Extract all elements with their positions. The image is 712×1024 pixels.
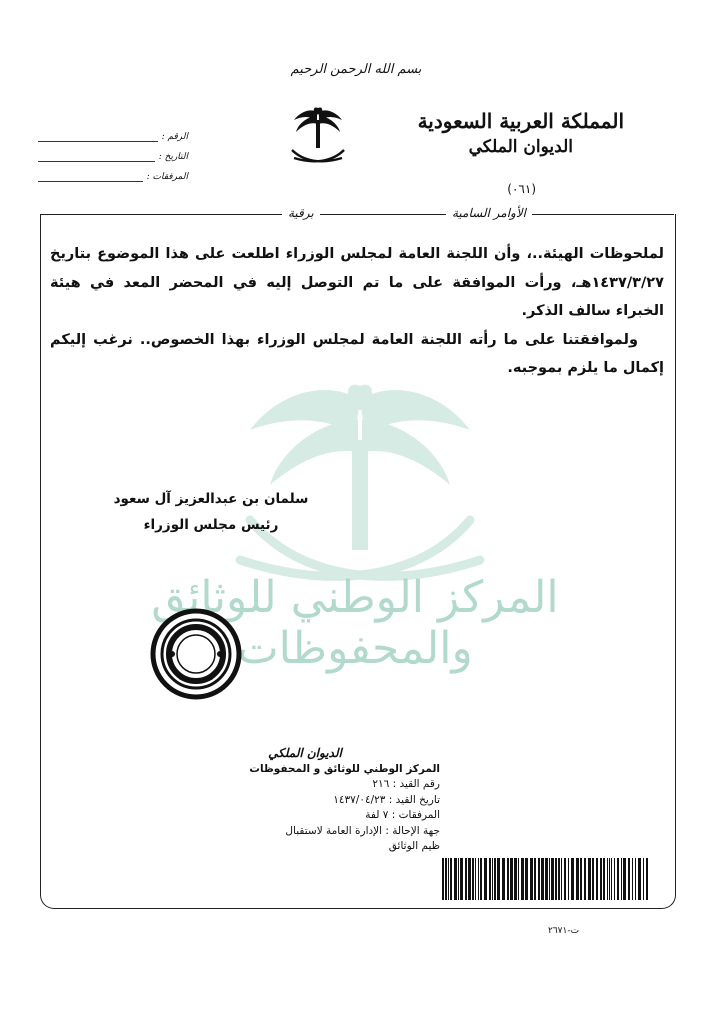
signatory-title: رئيس مجلس الوزراء <box>143 517 279 533</box>
body-paragraph-2: ولموافقتنا على ما رأته اللجنة العامة لمجلس الوزراء بهذا الخصوص.. نرغب إليكم إكمال ما يلزم بموجبه. <box>50 331 664 376</box>
signature-block <box>96 486 326 538</box>
number-line <box>38 131 158 142</box>
letter-meta-block <box>38 122 188 182</box>
attachments-line <box>38 171 143 182</box>
barcode <box>440 856 652 902</box>
kingdom-name: المملكة العربية السعودية <box>417 109 624 133</box>
registration-center: المركز الوطني للوثائق و المحفوظات <box>249 762 440 775</box>
footer-code: ت-٢٦٧١ <box>548 926 580 936</box>
letterhead-issuer <box>418 108 624 160</box>
watermark-text: المركز الوطني للوثائق والمحفوظات <box>151 572 559 674</box>
attachments-label: المرفقات : <box>146 172 188 182</box>
number-label: الرقم : <box>161 132 188 142</box>
official-seal-icon <box>150 608 242 700</box>
royal-court-name: الديوان الملكي <box>468 137 573 157</box>
record-date: تاريخ القيد : ١٤٣٧/٠٤/٢٣ <box>333 793 440 806</box>
referral-entity: جهة الإحالة : الإدارة العامة لاستقبال <box>285 824 440 837</box>
record-number: رقم القيد : ٢١٦ <box>372 778 440 790</box>
signatory-name: سلمان بن عبدالعزيز آل سعود <box>113 491 309 507</box>
referral-entity-cont: ظيم الوثائق <box>388 840 440 852</box>
letter-body <box>50 240 664 383</box>
palm-swords-emblem-icon <box>286 106 350 172</box>
telegram-tag: برقية <box>282 206 320 220</box>
royal-orders-tag: الأوامر السامية <box>446 206 532 220</box>
frame-top-rule <box>40 214 674 215</box>
form-code: (٠٦١) <box>507 182 536 196</box>
basmala: بسم الله الرحمن الرحيم <box>290 62 422 77</box>
body-paragraph-1: لملحوظات الهيئة..، وأن اللجنة العامة لمجلس الوزراء اطلعت على هذا الموضوع بتاريخ ١٤٣٧/٣/٢٧هـ، ورأت الموافقة على ما تم التوصل إليه في المحضر المعد في هيئة الخبراء سالف الذكر. <box>50 246 664 319</box>
record-attachments: المرفقات : ٧ لفة <box>365 809 440 821</box>
registration-stamp <box>210 746 440 855</box>
registration-court: الديوان الملكي <box>268 746 342 760</box>
date-label: التاريخ : <box>158 152 188 162</box>
date-line <box>38 151 155 162</box>
